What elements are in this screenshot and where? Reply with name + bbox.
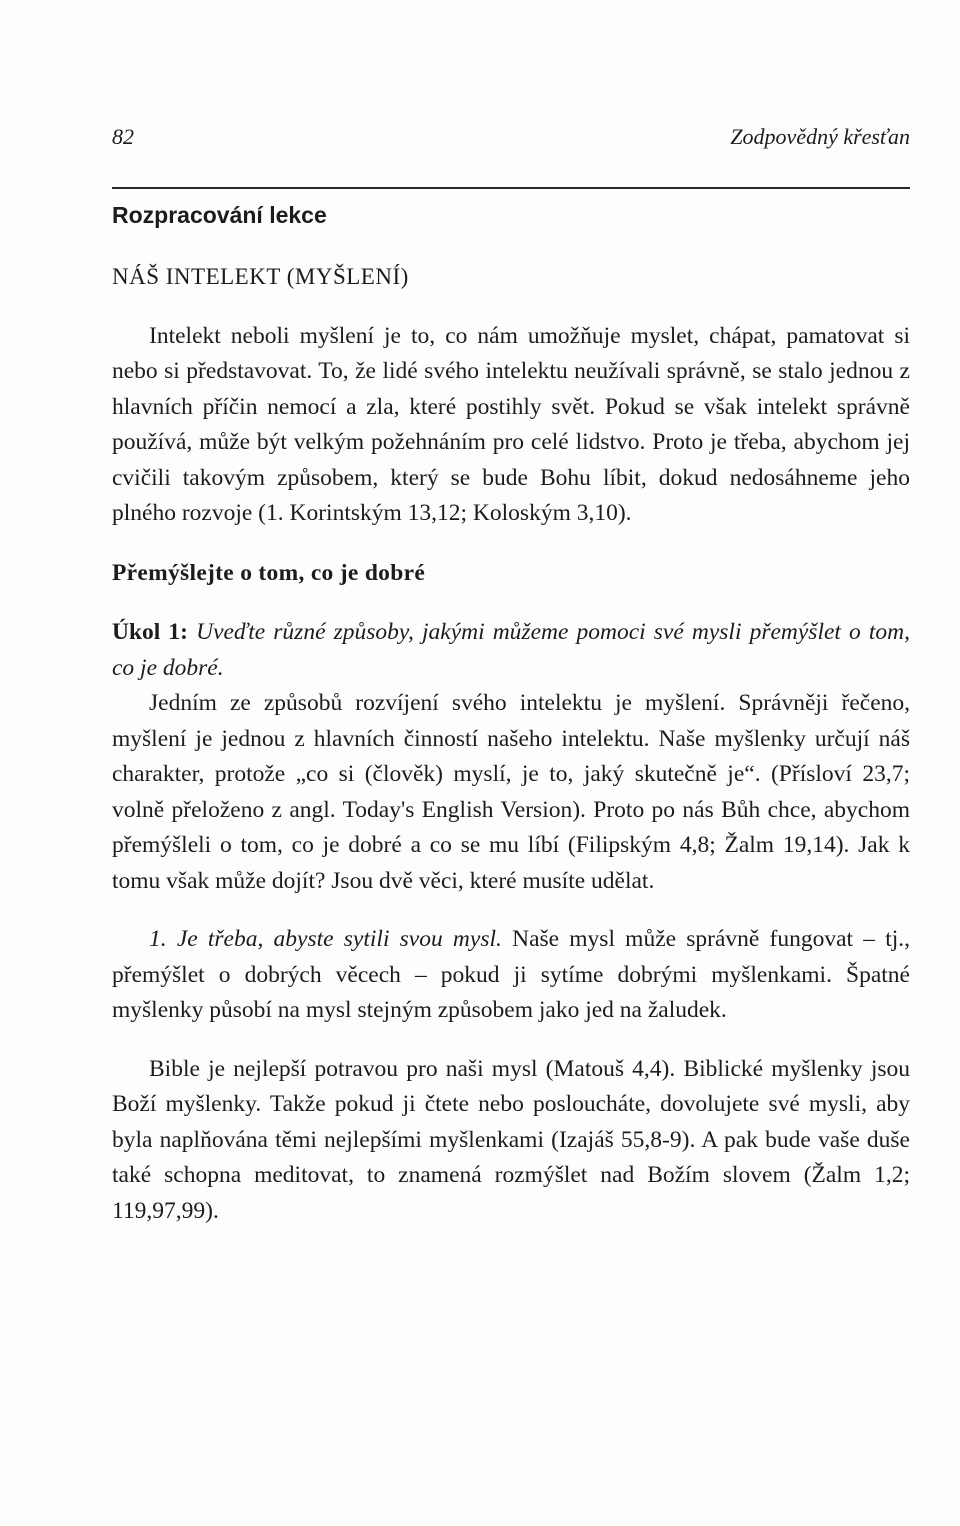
- task-question: Uveďte různé způsoby, jakými můžeme pomoci své mysli přemýšlet o tom, co je dobré.: [112, 619, 910, 681]
- intro-paragraph: Intelekt neboli myšlení je to, co nám umožňuje myslet, chápat, pamatovat si nebo si představovat. To, že lidé svého intelektu neužívali správně, se stalo jednou z hlavních příčin nemocí a zla, které postihly svět. Pokud se však intelekt správně používá, může být velkým požehnáním pro celé lidstvo. Proto je třeba, abychom jej cvičili takovým způsobem, který se bude Bohu líbit, dokud nedosáhneme jeho plného rozvoje (1. Korintským 13,12; Koloským 3,10).: [112, 322, 910, 526]
- point-1-text: Naše mysl může správně fungovat – tj., přemýšlet o dobrých věcech – pokud ji sytíme dobrými myšlenkami. Špatné myšlenky působí na mysl stejným způsobem jako jed na žaludek.: [112, 926, 911, 1023]
- book-title: Zodpovědný křesťan: [730, 124, 910, 149]
- point-1-label: 1. Je třeba, abyste sytili svou mysl.: [149, 926, 502, 952]
- section-title: Rozpracování lekce: [112, 202, 327, 228]
- topic-title: NÁŠ INTELEKT (MYŠLENÍ): [112, 264, 409, 289]
- subheading: Přemýšlejte o tom, co je dobré: [112, 559, 426, 586]
- header-rule: [112, 187, 910, 189]
- bible-paragraph: Bible je nejlepší potravou pro naši mysl (Matouš 4,4). Biblické myšlenky jsou Boží myšlenky. Takže pokud ji čtete nebo posloucháte, dovolujete své mysli, aby byla naplňována těmi nejlepšími myšlenkami (Izajáš 55,8-9). A pak bude vaše duše také schopna meditovat, to znamená rozmýšlet nad Božím slovem (Žalm 1,2; 119,97,99).: [112, 1055, 910, 1224]
- page-content: [112, 198, 910, 1229]
- task-label: Úkol 1:: [112, 619, 188, 645]
- point-1-paragraph: [112, 922, 910, 1029]
- running-header: [112, 124, 910, 164]
- task-paragraph: [112, 615, 910, 686]
- task-answer-paragraph: Jedním ze způsobů rozvíjení svého intelektu je myšlení. Správněji řečeno, myšlení je jednou z hlavních činností našeho intelektu. Naše myšlenky určují náš charakter, protože „co si (člověk) myslí, je to, jaký skutečně je“. (Přísloví 23,7; volně přeloženo z angl. Today's English Version). Proto po nás Bůh chce, abychom přemýšleli o tom, co je dobré a co se mu líbí (Filipským 4,8; Žalm 19,14). Jak k tomu však může dojít? Jsou dvě věci, které musíte udělat.: [112, 690, 910, 894]
- page-number: 82: [112, 124, 134, 149]
